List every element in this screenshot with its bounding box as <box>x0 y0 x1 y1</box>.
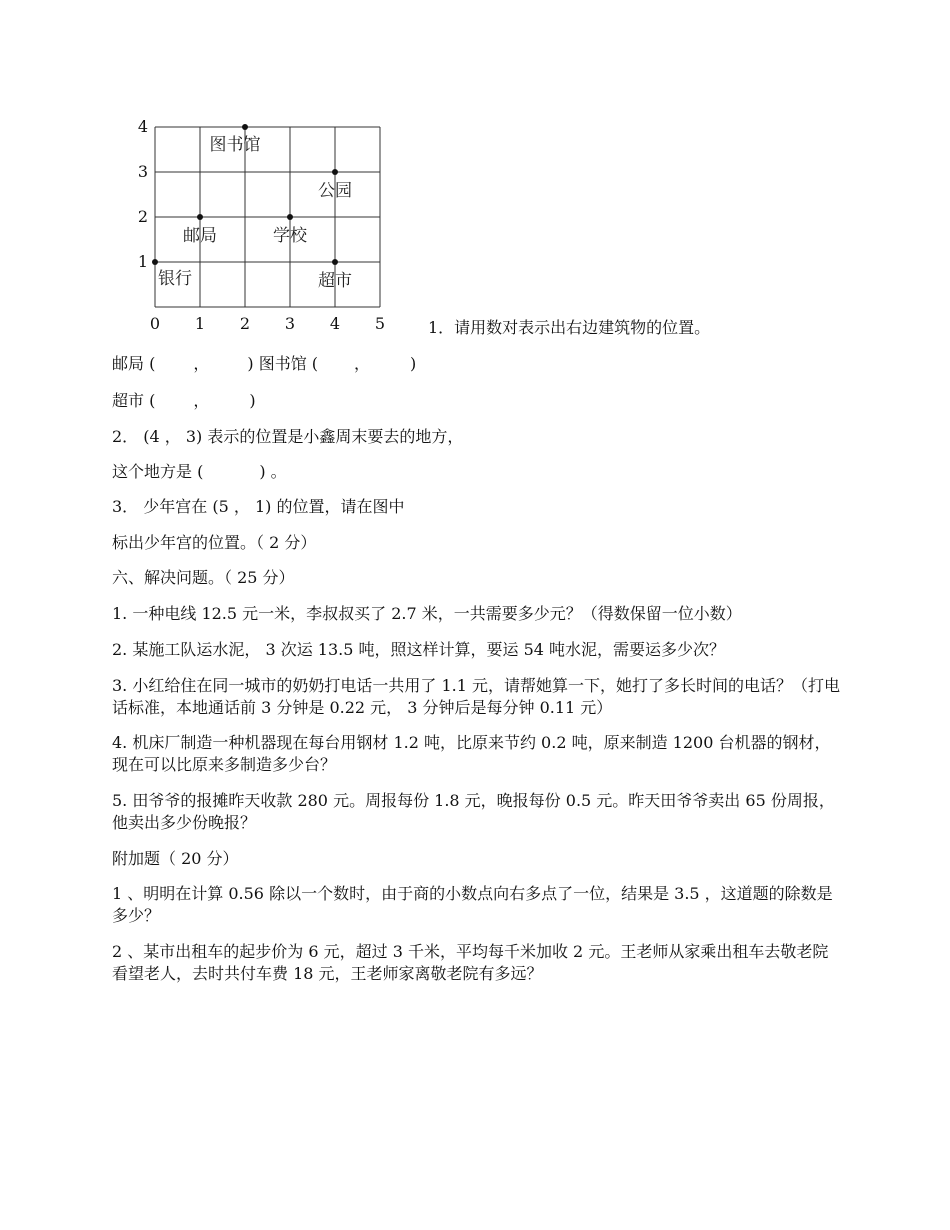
place-label: 学校 <box>273 226 307 246</box>
q3-line-1: 3． 少年宫在 (5 ， 1) 的位置，请在图中 <box>112 497 405 516</box>
x-tick-label: 2 <box>239 314 251 333</box>
coordinate-grid-figure <box>130 110 400 335</box>
place-label: 银行 <box>158 269 192 289</box>
y-tick-label: 3 <box>137 162 149 181</box>
problem-2: 2. 某施工队运水泥， 3 次运 13.5 吨，照这样计算，要运 54 吨水泥，需要运多少次？ <box>112 640 726 659</box>
place-point <box>287 214 293 220</box>
section-6-title: 六、解决问题。（ 25 分） <box>112 568 295 587</box>
y-tick-label: 4 <box>137 117 149 136</box>
x-tick-label: 4 <box>329 314 341 333</box>
place-label: 超市 <box>318 271 352 291</box>
problem-1: 1. 一种电线 12.5 元一米，李叔叔买了 2.7 米，一共需要多少元？（得数保留一位小数） <box>112 604 742 623</box>
x-tick-label: 5 <box>374 314 386 333</box>
place-point <box>242 124 248 130</box>
place-label: 邮局 <box>183 226 217 246</box>
y-tick-label: 2 <box>137 207 149 226</box>
q1-answer-line-2: 超市 ( ， ) <box>112 391 256 410</box>
q2-line-2: 这个地方是 ( ) 。 <box>112 462 287 481</box>
problem-3: 3. 小红给住在同一城市的奶奶打电话一共用了 1.1 元，请帮她算一下，她打了多长时间的电话？（打电话标准，本地通话前 3 分钟是 0.22 元， 3 分钟后是每分钟 0.11 元） <box>112 676 840 717</box>
bonus-problem-1: 1 、明明在计算 0.56 除以一个数时，由于商的小数点向右多点了一位，结果是 3.5 ，这道题的除数是多少？ <box>112 884 833 925</box>
bonus-problem-2: 2 、某市出租车的起步价为 6 元，超过 3 千米，平均每千米加收 2 元。王老师从家乘出租车去敬老院看望老人，去时共付车费 18 元，王老师家离敬老院有多远？ <box>112 942 829 983</box>
x-tick-label: 0 <box>149 314 161 333</box>
y-tick-label: 1 <box>137 252 149 271</box>
place-point <box>332 259 338 265</box>
place-label: 公园 <box>318 181 352 201</box>
q3-line-2: 标出少年宫的位置。（ 2 分） <box>112 533 317 552</box>
x-tick-label: 3 <box>284 314 296 333</box>
grid-tick-labels <box>138 117 385 333</box>
x-tick-label: 1 <box>194 314 206 333</box>
grid-places <box>152 124 352 291</box>
bonus-title: 附加题（ 20 分） <box>112 849 239 868</box>
q1-answer-line-1: 邮局 ( ， ) 图书馆 ( ， ) <box>112 354 417 373</box>
place-point <box>332 169 338 175</box>
place-label: 图书馆 <box>209 135 261 155</box>
problem-4: 4. 机床厂制造一种机器现在每台用钢材 1.2 吨，比原来节约 0.2 吨，原来制造 1200 台机器的钢材，现在可以比原来多制造多少台？ <box>112 733 831 774</box>
problem-5: 5. 田爷爷的报摊昨天收款 280 元。周报每份 1.8 元，晚报每份 0.5 元。昨天田爷爷卖出 65 份周报，他卖出多少份晚报？ <box>112 791 835 832</box>
place-point <box>152 259 158 265</box>
q1-intro: 1．请用数对表示出右边建筑物的位置。 <box>428 318 711 337</box>
q2-line-1: 2． (4 ， 3) 表示的位置是小鑫周末要去的地方， <box>112 427 464 446</box>
place-point <box>197 214 203 220</box>
